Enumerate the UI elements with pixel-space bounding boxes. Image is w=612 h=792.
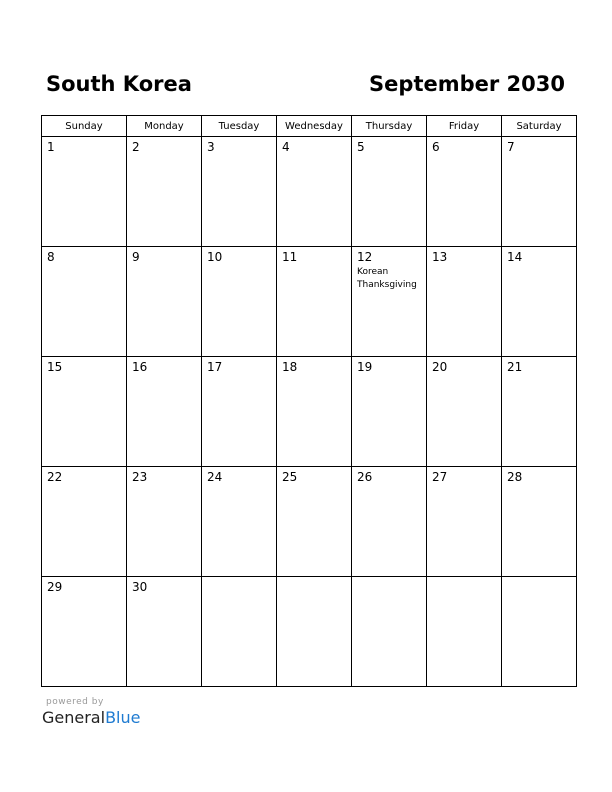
- day-number: 5: [357, 140, 365, 154]
- day-cell[interactable]: [202, 577, 277, 687]
- day-number: 24: [207, 470, 223, 484]
- day-cell[interactable]: [352, 247, 427, 357]
- day-number: 17: [207, 360, 223, 374]
- day-number: [202, 577, 276, 580]
- day-cell[interactable]: [427, 357, 502, 467]
- day-cell[interactable]: [427, 247, 502, 357]
- day-cell[interactable]: [202, 357, 277, 467]
- weekday-monday: Monday: [127, 116, 202, 137]
- day-number: 2: [132, 140, 140, 154]
- day-cell[interactable]: [502, 247, 577, 357]
- day-cell[interactable]: [127, 137, 202, 247]
- day-cell[interactable]: [202, 247, 277, 357]
- brand-general-text: General: [42, 708, 106, 727]
- day-cell[interactable]: [277, 247, 352, 357]
- week-row: [42, 247, 577, 357]
- day-cell[interactable]: [42, 357, 127, 467]
- day-cell[interactable]: [127, 357, 202, 467]
- day-cell[interactable]: [127, 247, 202, 357]
- day-cell[interactable]: [127, 467, 202, 577]
- day-cell[interactable]: [42, 247, 127, 357]
- day-number: 21: [507, 360, 523, 374]
- day-cell[interactable]: [42, 577, 127, 687]
- month-year-title: September 2030: [369, 72, 565, 96]
- weekday-sunday: Sunday: [42, 116, 127, 137]
- week-row: [42, 467, 577, 577]
- weekday-thursday: Thursday: [352, 116, 427, 137]
- day-cell[interactable]: [202, 467, 277, 577]
- day-cell[interactable]: [427, 577, 502, 687]
- weekday-saturday: Saturday: [502, 116, 577, 137]
- day-cell[interactable]: [277, 577, 352, 687]
- day-cell[interactable]: [502, 467, 577, 577]
- day-cell[interactable]: [502, 137, 577, 247]
- day-cell[interactable]: [277, 137, 352, 247]
- day-number: 18: [282, 360, 298, 374]
- day-number: 26: [357, 470, 373, 484]
- day-number: 22: [47, 470, 63, 484]
- day-number: 8: [47, 250, 55, 264]
- day-number: 15: [47, 360, 63, 374]
- day-cell[interactable]: [352, 357, 427, 467]
- day-number: 14: [507, 250, 523, 264]
- day-number: 23: [132, 470, 148, 484]
- day-cell[interactable]: [352, 137, 427, 247]
- day-number: [352, 577, 426, 580]
- day-number: 25: [282, 470, 298, 484]
- day-number: [277, 577, 351, 580]
- powered-by-label: powered by: [46, 697, 104, 707]
- day-number: 27: [432, 470, 448, 484]
- day-cell[interactable]: [502, 577, 577, 687]
- day-cell[interactable]: [277, 467, 352, 577]
- day-cell[interactable]: [127, 577, 202, 687]
- weekday-header-row: [42, 116, 577, 137]
- day-number: 4: [282, 140, 290, 154]
- day-number: 9: [132, 250, 140, 264]
- footer-branding: [42, 696, 140, 728]
- week-row: [42, 577, 577, 687]
- day-number: 10: [207, 250, 223, 264]
- weekday-tuesday: Tuesday: [202, 116, 277, 137]
- weekday-wednesday: Wednesday: [277, 116, 352, 137]
- day-number: 3: [207, 140, 215, 154]
- day-cell[interactable]: [352, 577, 427, 687]
- day-cell[interactable]: [42, 137, 127, 247]
- day-number: 16: [132, 360, 148, 374]
- day-cell[interactable]: [277, 357, 352, 467]
- day-number: 19: [357, 360, 373, 374]
- country-title: South Korea: [46, 72, 192, 96]
- holiday-label: Korean Thanksgiving: [357, 267, 417, 290]
- day-number: 6: [432, 140, 440, 154]
- day-number: [427, 577, 501, 580]
- weekday-friday: Friday: [427, 116, 502, 137]
- day-cell[interactable]: [202, 137, 277, 247]
- day-number: [502, 577, 576, 580]
- day-cell[interactable]: [502, 357, 577, 467]
- day-number: 1: [47, 140, 55, 154]
- day-number: 29: [47, 580, 63, 594]
- day-cell[interactable]: [427, 467, 502, 577]
- day-number: 28: [507, 470, 523, 484]
- day-cell[interactable]: [427, 137, 502, 247]
- day-number: 11: [282, 250, 298, 264]
- day-cell[interactable]: [42, 467, 127, 577]
- week-row: [42, 137, 577, 247]
- day-number: 7: [507, 140, 515, 154]
- day-number: 13: [432, 250, 448, 264]
- day-number: 12: [357, 250, 373, 264]
- day-number: 20: [432, 360, 448, 374]
- day-number: 30: [132, 580, 148, 594]
- day-cell[interactable]: [352, 467, 427, 577]
- week-row: [42, 357, 577, 467]
- generalblue-logo[interactable]: [42, 708, 140, 728]
- calendar-grid: [41, 115, 577, 687]
- brand-blue-text: Blue: [105, 708, 141, 727]
